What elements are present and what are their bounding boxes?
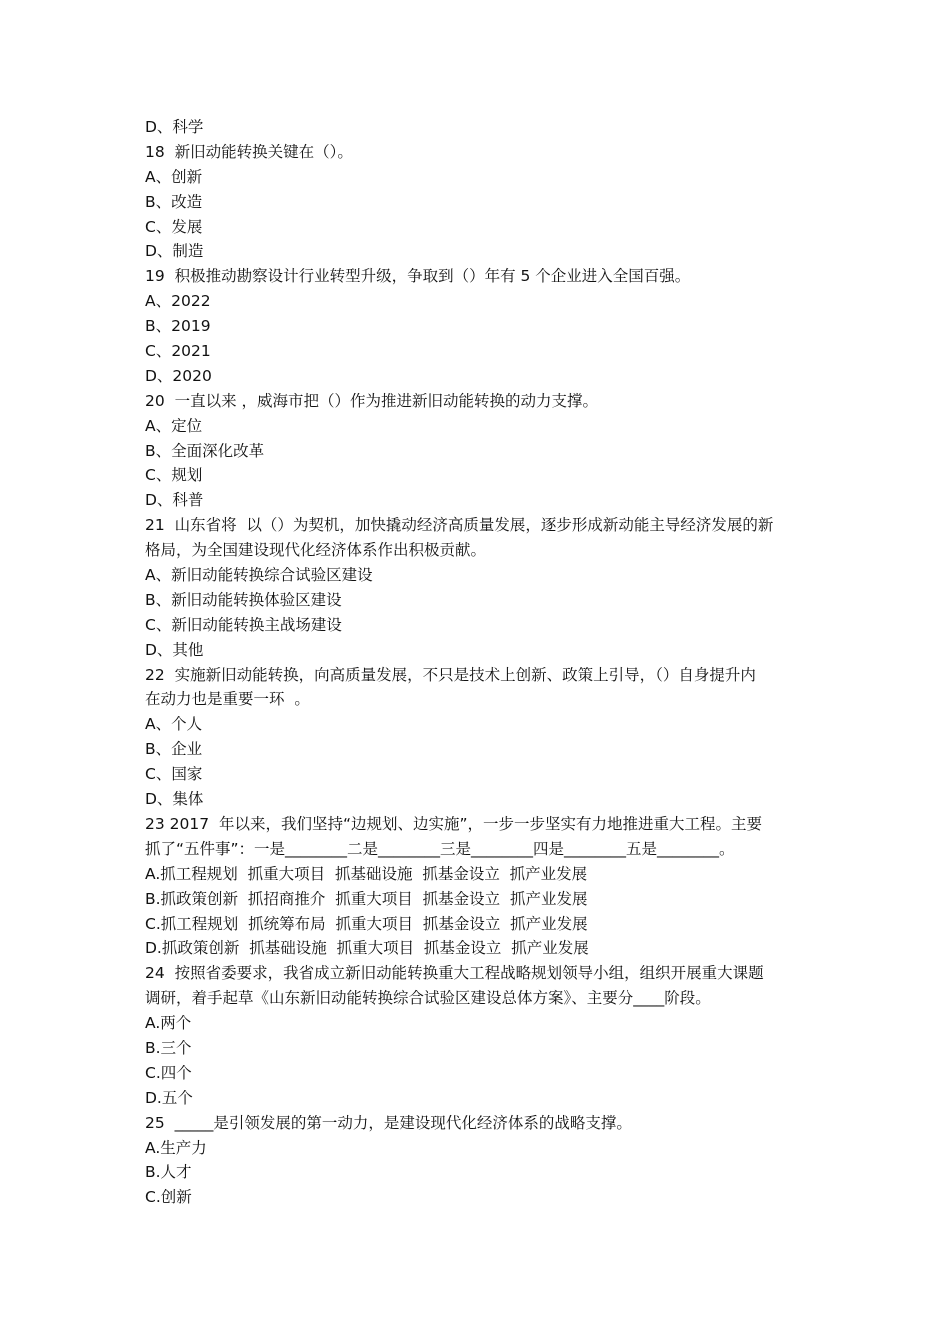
- text-line: C、2021: [145, 342, 211, 361]
- text-line: A.两个: [145, 1014, 192, 1033]
- text-line: B、新旧动能转换体验区建设: [145, 590, 342, 609]
- text-line: D.抓政策创新 抓基础设施 抓重大项目 抓基金设立 抓产业发展: [145, 939, 589, 958]
- text-line: 25 _____是引领发展的第一动力，是建设现代化经济体系的战略支撑。: [145, 1113, 632, 1132]
- text-line: B、企业: [145, 740, 203, 759]
- text-line: D、其他: [145, 640, 204, 659]
- text-line: C、规划: [145, 466, 203, 485]
- text-line: 调研，着手起草《山东新旧动能转换综合试验区建设总体方案》、主要分____阶段。: [145, 989, 711, 1008]
- text-line: A、新旧动能转换综合试验区建设: [145, 566, 373, 585]
- text-line: A.生产力: [145, 1138, 207, 1157]
- text-line: B.抓政策创新 抓招商推介 抓重大项目 抓基金设立 抓产业发展: [145, 889, 588, 908]
- text-line: C、国家: [145, 765, 203, 784]
- text-line: B.人才: [145, 1163, 192, 1182]
- text-line: B.三个: [145, 1038, 192, 1057]
- text-line: A、定位: [145, 416, 203, 435]
- text-line: 抓了“五件事”：一是________二是________三是________四是________五是________。: [145, 839, 735, 858]
- text-line: A.抓工程规划 抓重大项目 抓基础设施 抓基金设立 抓产业发展: [145, 864, 588, 883]
- text-line: B、全面深化改革: [145, 441, 265, 460]
- document-body: [145, 115, 810, 1210]
- text-line: D、2020: [145, 366, 212, 385]
- text-line: 24 按照省委要求，我省成立新旧动能转换重大工程战略规划领导小组，组织开展重大课题: [145, 964, 764, 983]
- text-line: 19 积极推动勘察设计行业转型升级，争取到（）年有 5 个企业进入全国百强。: [145, 267, 691, 286]
- text-line: 20 一直以来 ，威海市把（）作为推进新旧动能转换的动力支撑。: [145, 391, 599, 410]
- text-line: 21 山东省将 以（）为契机，加快撬动经济高质量发展，逐步形成新动能主导经济发展的新: [145, 516, 774, 535]
- text-line: A、2022: [145, 292, 211, 311]
- text-line: D、集体: [145, 790, 204, 809]
- text-line: C.四个: [145, 1063, 192, 1082]
- text-line: D.五个: [145, 1088, 193, 1107]
- text-line: D、科普: [145, 491, 204, 510]
- text-line: A、创新: [145, 167, 203, 186]
- text-line: 在动力也是重要一环 。: [145, 690, 310, 709]
- text-line: D、制造: [145, 242, 204, 261]
- text-line: C.创新: [145, 1188, 192, 1207]
- text-line: B、2019: [145, 317, 211, 336]
- text-line: 格局，为全国建设现代化经济体系作出积极贡献。: [145, 541, 487, 560]
- text-line: C、发展: [145, 217, 203, 236]
- text-line: C、新旧动能转换主战场建设: [145, 615, 342, 634]
- text-line: D、科学: [145, 118, 204, 136]
- text-line: 23 2017 年以来，我们坚持“边规划、边实施”，一步一步坚实有力地推进重大工程。主要: [145, 814, 763, 833]
- text-line: B、改造: [145, 192, 203, 211]
- text-line: A、个人: [145, 715, 203, 734]
- text-line: C.抓工程规划 抓统筹布局 抓重大项目 抓基金设立 抓产业发展: [145, 914, 588, 933]
- text-line: 18 新旧动能转换关键在（）。: [145, 142, 353, 161]
- text-line: 22 实施新旧动能转换，向高质量发展，不只是技术上创新、政策上引导，（）自身提升内: [145, 665, 756, 684]
